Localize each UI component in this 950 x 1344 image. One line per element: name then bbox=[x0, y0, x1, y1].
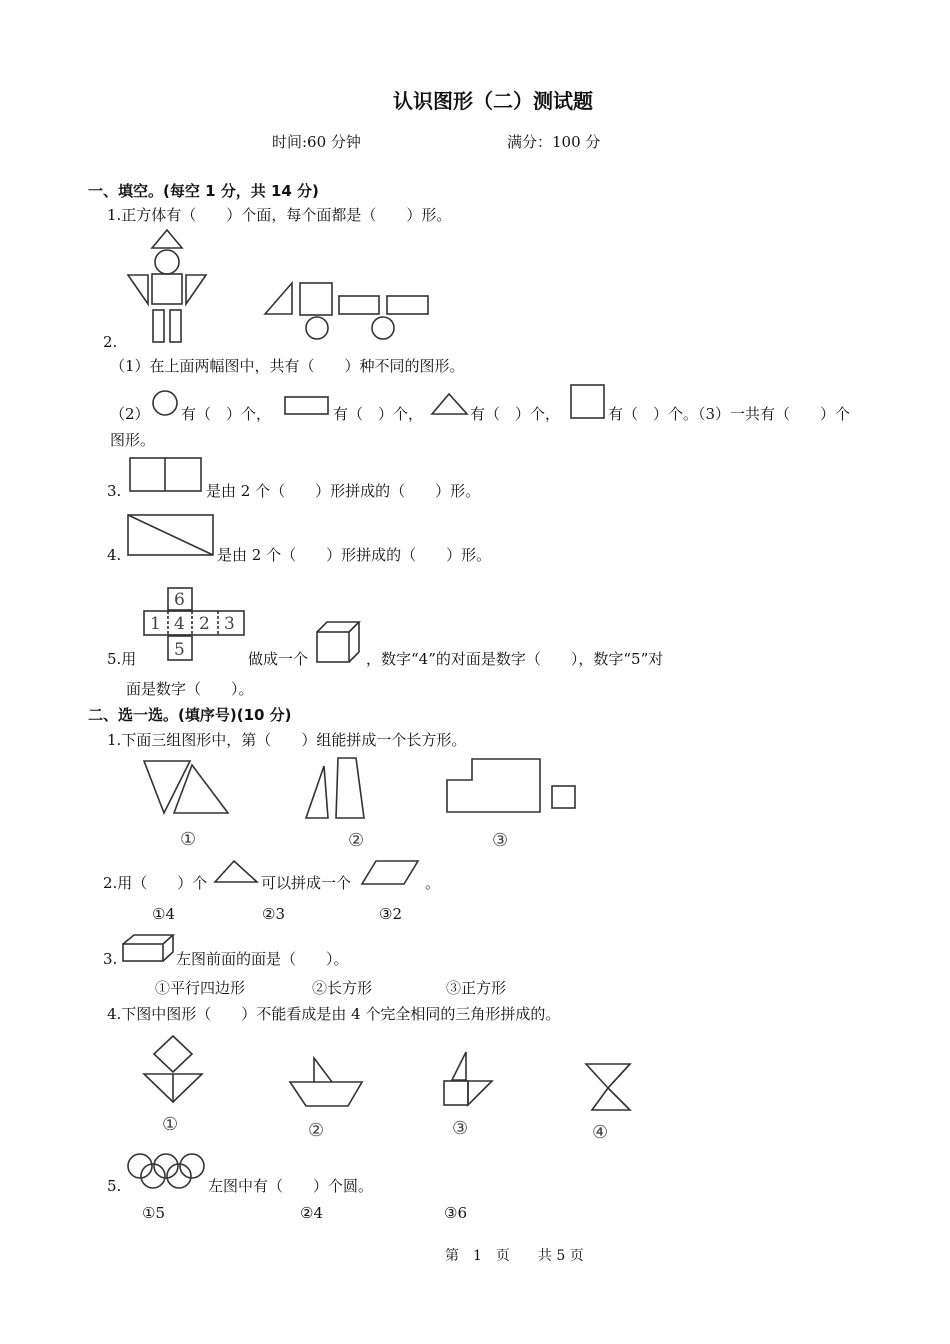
s2-question-2-middle: 可以拼成一个 bbox=[261, 874, 352, 892]
s1-question-3-number: 3. bbox=[107, 482, 122, 500]
section1-heading: 一、填空。(每空 1 分，共 14 分) bbox=[88, 182, 319, 200]
s2-q2-option-3: ③2 bbox=[379, 905, 402, 923]
s2-q4-option-4-figure bbox=[582, 1060, 638, 1142]
s1-question-5-prefix: 5.用 bbox=[107, 650, 137, 668]
triangle-icon bbox=[428, 392, 470, 418]
s2-question-1: 1.下面三组图形中，第（ ）组能拼成一个长方形。 bbox=[107, 731, 467, 749]
s2-question-5-number: 5. bbox=[107, 1177, 122, 1195]
s2-q1-label-3: ③ bbox=[492, 830, 509, 851]
two-triangles-rectangle-figure bbox=[126, 513, 216, 559]
s2-q4-option-3-figure bbox=[440, 1048, 500, 1140]
s1-question-5-middle: 做成一个 bbox=[248, 650, 309, 668]
time-limit: 时间:60 分钟 bbox=[272, 133, 361, 151]
page-title: 认识图形（二）测试题 bbox=[393, 89, 593, 113]
cube-net-figure bbox=[140, 586, 248, 664]
triangle-piece-icon bbox=[212, 858, 260, 886]
train-figure bbox=[262, 278, 432, 342]
s2-q2-option-1: ①4 bbox=[152, 905, 175, 923]
s2-q3-option-2: ②长方形 bbox=[312, 979, 373, 997]
parallelogram-icon bbox=[360, 858, 422, 888]
rectangle-icon bbox=[284, 396, 330, 416]
s2-q1-label-2: ② bbox=[348, 830, 365, 851]
s2-question-5: 左图中有（ ）个圆。 bbox=[208, 1177, 374, 1195]
net-digit-3: 3 bbox=[224, 614, 235, 634]
s1-question-2-part-1: （1）在上面两幅图中，共有（ ）种不同的图形。 bbox=[110, 357, 465, 375]
full-score: 满分：100 分 bbox=[507, 133, 601, 151]
s1-q2-part-2-continued: 图形。 bbox=[110, 431, 156, 449]
net-digit-4: 4 bbox=[174, 614, 185, 634]
s2-question-2-suffix: 。 bbox=[425, 874, 441, 892]
s2-question-3: 左图前面的面是（ ）。 bbox=[176, 950, 349, 968]
s2-q2-option-2: ②3 bbox=[262, 905, 285, 923]
s1-question-1: 1.正方体有（ ）个面，每个面都是（ ）形。 bbox=[107, 206, 452, 224]
s1-question-4-number: 4. bbox=[107, 546, 122, 564]
square-icon bbox=[569, 384, 607, 420]
s2-question-3-number: 3. bbox=[103, 950, 118, 968]
s2-question-4: 4.下图中图形（ ）不能看成是由 4 个完全相同的三角形拼成的。 bbox=[107, 1005, 561, 1023]
s1-question-5-suffix: ，数字“4”的对面是数字（ ），数字“5”对 bbox=[366, 650, 664, 668]
s2-q4-label-2: ② bbox=[308, 1120, 325, 1141]
s2-q5-option-3: ③6 bbox=[444, 1204, 467, 1222]
s2-q4-label-4: ④ bbox=[592, 1122, 609, 1143]
cuboid-icon bbox=[121, 932, 175, 964]
s2-q3-option-1: ①平行四边形 bbox=[155, 979, 246, 997]
s2-q4-label-1: ① bbox=[162, 1114, 179, 1135]
s1-question-4: 是由 2 个（ ）形拼成的（ ）形。 bbox=[217, 546, 492, 564]
s2-question-2-prefix: 2.用（ ）个 bbox=[103, 874, 208, 892]
s2-q1-option-1-figure bbox=[140, 755, 235, 850]
s1-question-5-continued: 面是数字（ ）。 bbox=[126, 680, 254, 698]
robot-figure bbox=[120, 228, 220, 346]
s1-question-2-number: 2. bbox=[103, 333, 118, 351]
s1-q2-circle-count: 有（ ）个， bbox=[181, 405, 272, 423]
s1-q2-triangle-count: 有（ ）个， bbox=[470, 405, 561, 423]
net-digit-5: 5 bbox=[174, 640, 185, 660]
s2-q4-option-1-figure bbox=[140, 1034, 206, 1134]
s2-q4-label-3: ③ bbox=[452, 1118, 469, 1139]
s2-q1-option-3-figure bbox=[444, 756, 584, 850]
circle-icon bbox=[151, 390, 179, 418]
olympic-rings-figure bbox=[126, 1152, 208, 1192]
net-digit-1: 1 bbox=[150, 614, 161, 634]
net-digit-6: 6 bbox=[174, 590, 185, 610]
cube-figure bbox=[315, 620, 363, 664]
s1-q2-part-2-prefix: （2） bbox=[110, 405, 150, 423]
s2-q3-option-3: ③正方形 bbox=[446, 979, 507, 997]
net-digit-2: 2 bbox=[199, 614, 210, 634]
s1-q2-square-count: 有（ ）个。（3）一共有（ ）个 bbox=[608, 405, 851, 423]
two-squares-rectangle-figure bbox=[128, 456, 204, 494]
s2-q5-option-1: ①5 bbox=[142, 1204, 165, 1222]
page-number: 第 1 页 共 5 页 bbox=[445, 1248, 584, 1264]
s2-q5-option-2: ②4 bbox=[300, 1204, 323, 1222]
s1-question-3: 是由 2 个（ ）形拼成的（ ）形。 bbox=[206, 482, 481, 500]
section2-heading: 二、选一选。(填序号)(10 分) bbox=[88, 706, 292, 724]
s2-q1-option-2-figure bbox=[300, 752, 390, 850]
s2-q1-label-1: ① bbox=[180, 829, 197, 850]
s1-q2-rectangle-count: 有（ ）个， bbox=[333, 405, 424, 423]
s2-q4-option-2-figure bbox=[286, 1052, 366, 1140]
